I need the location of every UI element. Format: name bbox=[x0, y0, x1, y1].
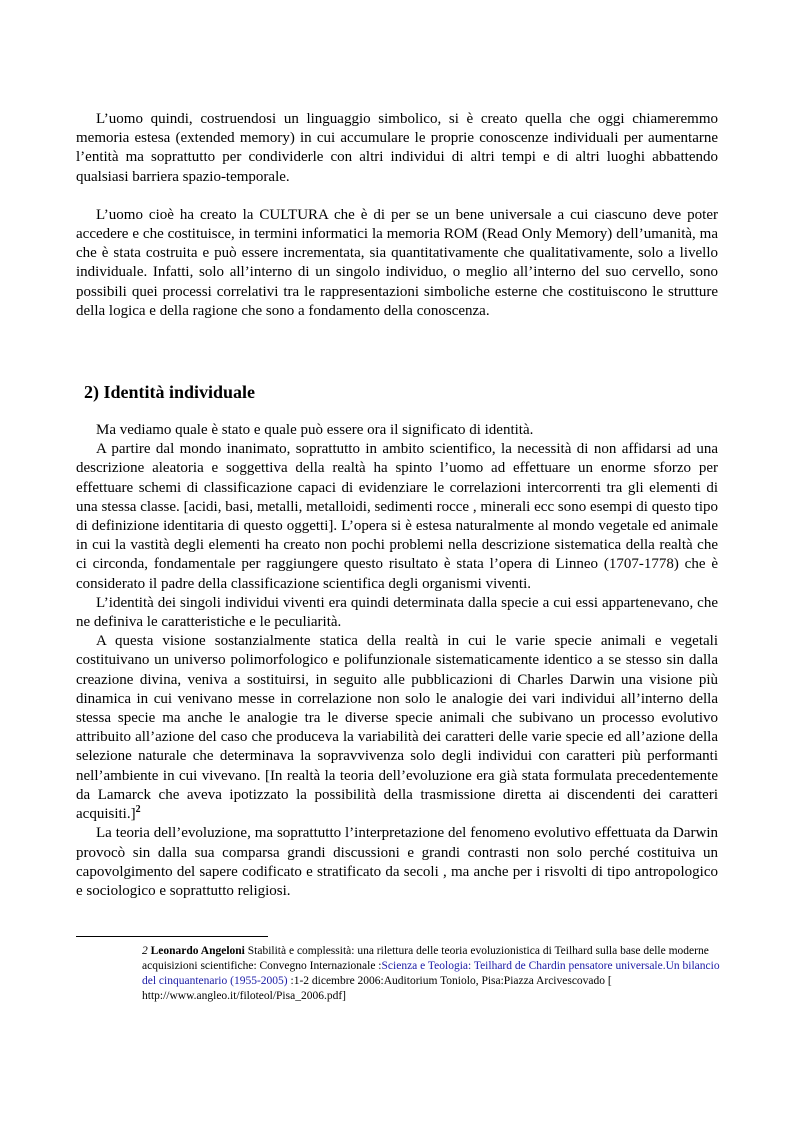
footnote-reference[interactable]: 2 bbox=[135, 804, 141, 816]
footnote-text-before: Stabilità e complessità: una rilettura delle teoria evoluzionistica di Teilhard sulla base delle moderne acquisizioni scientifiche: Convegno Internazionale : bbox=[142, 945, 709, 972]
paragraph-identita-intro: Ma vediamo quale è stato e quale può essere ora il significato di identità. bbox=[96, 422, 534, 439]
paragraph-cultura: L’uomo cioè ha creato la CULTURA che è di per se un bene universale a cui ciascuno deve poter accedere e che costituisce, in termini informatici la memoria ROM (Read Only Memory) dell’umanità, ma che è stata costruita e può essere incrementata, sia quantitativamente che qualitativamente, solo a livello individuale. Infatti, solo all’interno di un singolo individuo, o meglio all’interno del suo cervello, sono possibili quei processi correlativi tra le rappresentazioni simboliche esterne che costituiscono le strutture della logica e della ragione che sono a fondamento della conoscenza. bbox=[76, 206, 718, 319]
document-body bbox=[76, 110, 718, 901]
paragraph-classificazione: A partire dal mondo inanimato, soprattutto in ambito scientifico, la necessità di non affidarsi ad una descrizione aleatoria e soggettiva della realtà ha spinto l’uomo ad effettuare un enorme sforzo per effettuare schemi di classificazione capaci di evidenziare le correlazioni intercorrenti tra gli elementi di una stessa classe. [acidi, basi, metalli, metalloidi, sedimenti rocce , minerali ecc sono esempi di questo tipo di definizione identitaria di questo oggetti]. L’opera si è estesa naturalmente al mondo vegetale ed animale in cui la vastità degli elementi ha creato non pochi problemi nella descrizione sistematica della realtà che ci circonda, fondamentale per raggiungere questo risultato è stata l’opera di Linneo (1707-1778) che è considerato il padre della classificazione scientifica degli organismi viventi. bbox=[76, 441, 718, 592]
paragraph-extended-memory: L’uomo quindi, costruendosi un linguaggio simbolico, si è creato quella che oggi chiameremmo memoria estesa (extended memory) in cui accumulare le proprie conoscenze individuali per aumentarne l’entità ma soprattutto per condividerle con altri individui di altri tempi e di altri luoghi abbattendo qualsiasi barriera spazio-temporale. bbox=[76, 111, 718, 185]
paragraph-specie: L’identità dei singoli individui viventi era quindi determinata dalla specie a cui essi appartenevano, che ne definiva le caratteristiche e le peculiarità. bbox=[76, 594, 718, 631]
paragraph-darwin bbox=[76, 632, 718, 824]
footnote-text-after: :1-2 dicembre 2006:Auditorium Toniolo, Pisa:Piazza Arcivescovado [ http://www.angleo.it/filoteol/Pisa_2006.pdf] bbox=[142, 975, 612, 1002]
footnote-author: Leonardo Angeloni bbox=[150, 945, 245, 957]
paragraph-teoria-evoluzione: La teoria dell’evoluzione, ma soprattutto l’interpretazione del fenomeno evolutivo effettuata da Darwin provocò sin dalla sua comparsa grandi discussioni e grandi contrasti non solo perché costituiva un capovolgimento del sapere codificato e stratificato da secoli , ma anche per i risvolti di tipo antropologico e sociologico e soprattutto religiosi. bbox=[76, 825, 718, 899]
footnote-link[interactable]: Scienza e Teologia: Teilhard de Chardin pensatore universale.Un bilancio del cinquantenario (1955-2005) bbox=[142, 960, 720, 987]
footnote-number: 2 bbox=[142, 945, 148, 957]
footnote-divider bbox=[76, 936, 268, 937]
section-heading: 2) Identità individuale bbox=[84, 382, 256, 403]
paragraph-darwin-text: A questa visione sostanzialmente statica della realtà in cui le varie specie animali e vegetali costituivano un universo polimorfologico e polifunzionale sistematicamente identico a se stesso sin dalla creazione divina, veniva a sostituirsi, in seguito alle pubblicazioni di Charles Darwin una visione più dinamica in cui venivano messe in correlazione non solo le analogie dei vari individui all’interno della stessa specie ma anche le analogie tra le diverse specie animali che subivano un processo evolutivo attribuito all’azione del caso che produceva la variabilità dei caratteri delle varie specie ed all’azione della selezione naturale che determinava la sopravvivenza solo degli individui con caratteri più performanti nell’ambiente in cui vivevano. [In realtà la teoria dell’evoluzione era già stata formulata precedentemente da Lamarck che aveva ipotizzato la possibilità della trasmissione diretta ai discendenti dei caratteri acquisiti.] bbox=[76, 633, 718, 823]
footnote bbox=[142, 944, 722, 1004]
